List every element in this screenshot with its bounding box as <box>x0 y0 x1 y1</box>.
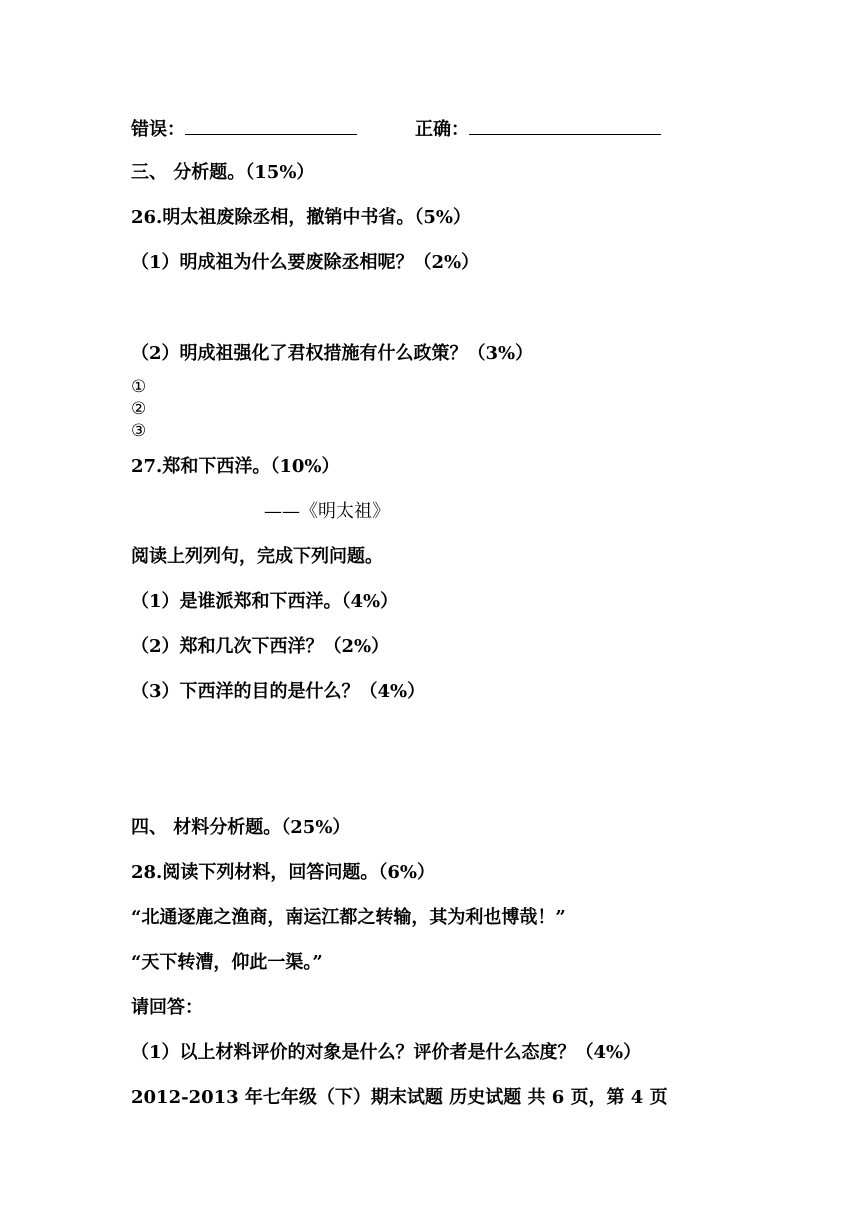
section-3-heading: 三、 分析题。（15%） <box>131 162 315 183</box>
question-27-sub-2: （2）郑和几次下西洋？（2%） <box>131 636 390 657</box>
answer-line-right <box>415 116 661 142</box>
right-answer-blank[interactable] <box>469 116 661 135</box>
material-quote-2: “天下转漕，仰此一渠。” <box>131 952 323 973</box>
answer-prompt: 请回答： <box>131 997 203 1018</box>
answer-bullet-2: ② <box>131 399 147 419</box>
question-28-title: 28.阅读下列材料，回答问题。（6%） <box>131 862 435 883</box>
quote-source: ——《明太祖》 <box>264 501 390 522</box>
page-footer: 2012-2013 年七年级（下）期末试题 历史试题 共 6 页，第 4 页 <box>131 1087 668 1108</box>
wrong-label: 错误： <box>131 119 185 140</box>
section-4-heading: 四、 材料分析题。（25%） <box>131 817 351 838</box>
right-label: 正确： <box>415 119 469 140</box>
question-27-sub-1: （1）是谁派郑和下西洋。（4%） <box>131 591 399 612</box>
material-quote-1: “北通逐鹿之渔商，南运江都之转输，其为利也博哉！” <box>131 907 566 928</box>
question-26-sub-1: （1）明成祖为什么要废除丞相呢？（2%） <box>131 252 480 273</box>
answer-line-row <box>131 116 357 142</box>
question-26-sub-2: （2）明成祖强化了君权措施有什么政策？（3%） <box>131 343 534 364</box>
question-27-sub-3: （3）下西洋的目的是什么？（4%） <box>131 681 426 702</box>
answer-bullet-3: ③ <box>131 421 147 441</box>
wrong-answer-blank[interactable] <box>185 116 357 135</box>
question-26-title: 26.明太祖废除丞相，撤销中书省。（5%） <box>131 207 471 228</box>
question-27-instruction: 阅读上列列句，完成下列问题。 <box>131 546 383 567</box>
question-28-sub-1: （1）以上材料评价的对象是什么？评价者是什么态度？（4%） <box>131 1042 642 1063</box>
answer-bullet-1: ① <box>131 377 147 397</box>
question-27-title: 27.郑和下西洋。（10%） <box>131 456 340 477</box>
